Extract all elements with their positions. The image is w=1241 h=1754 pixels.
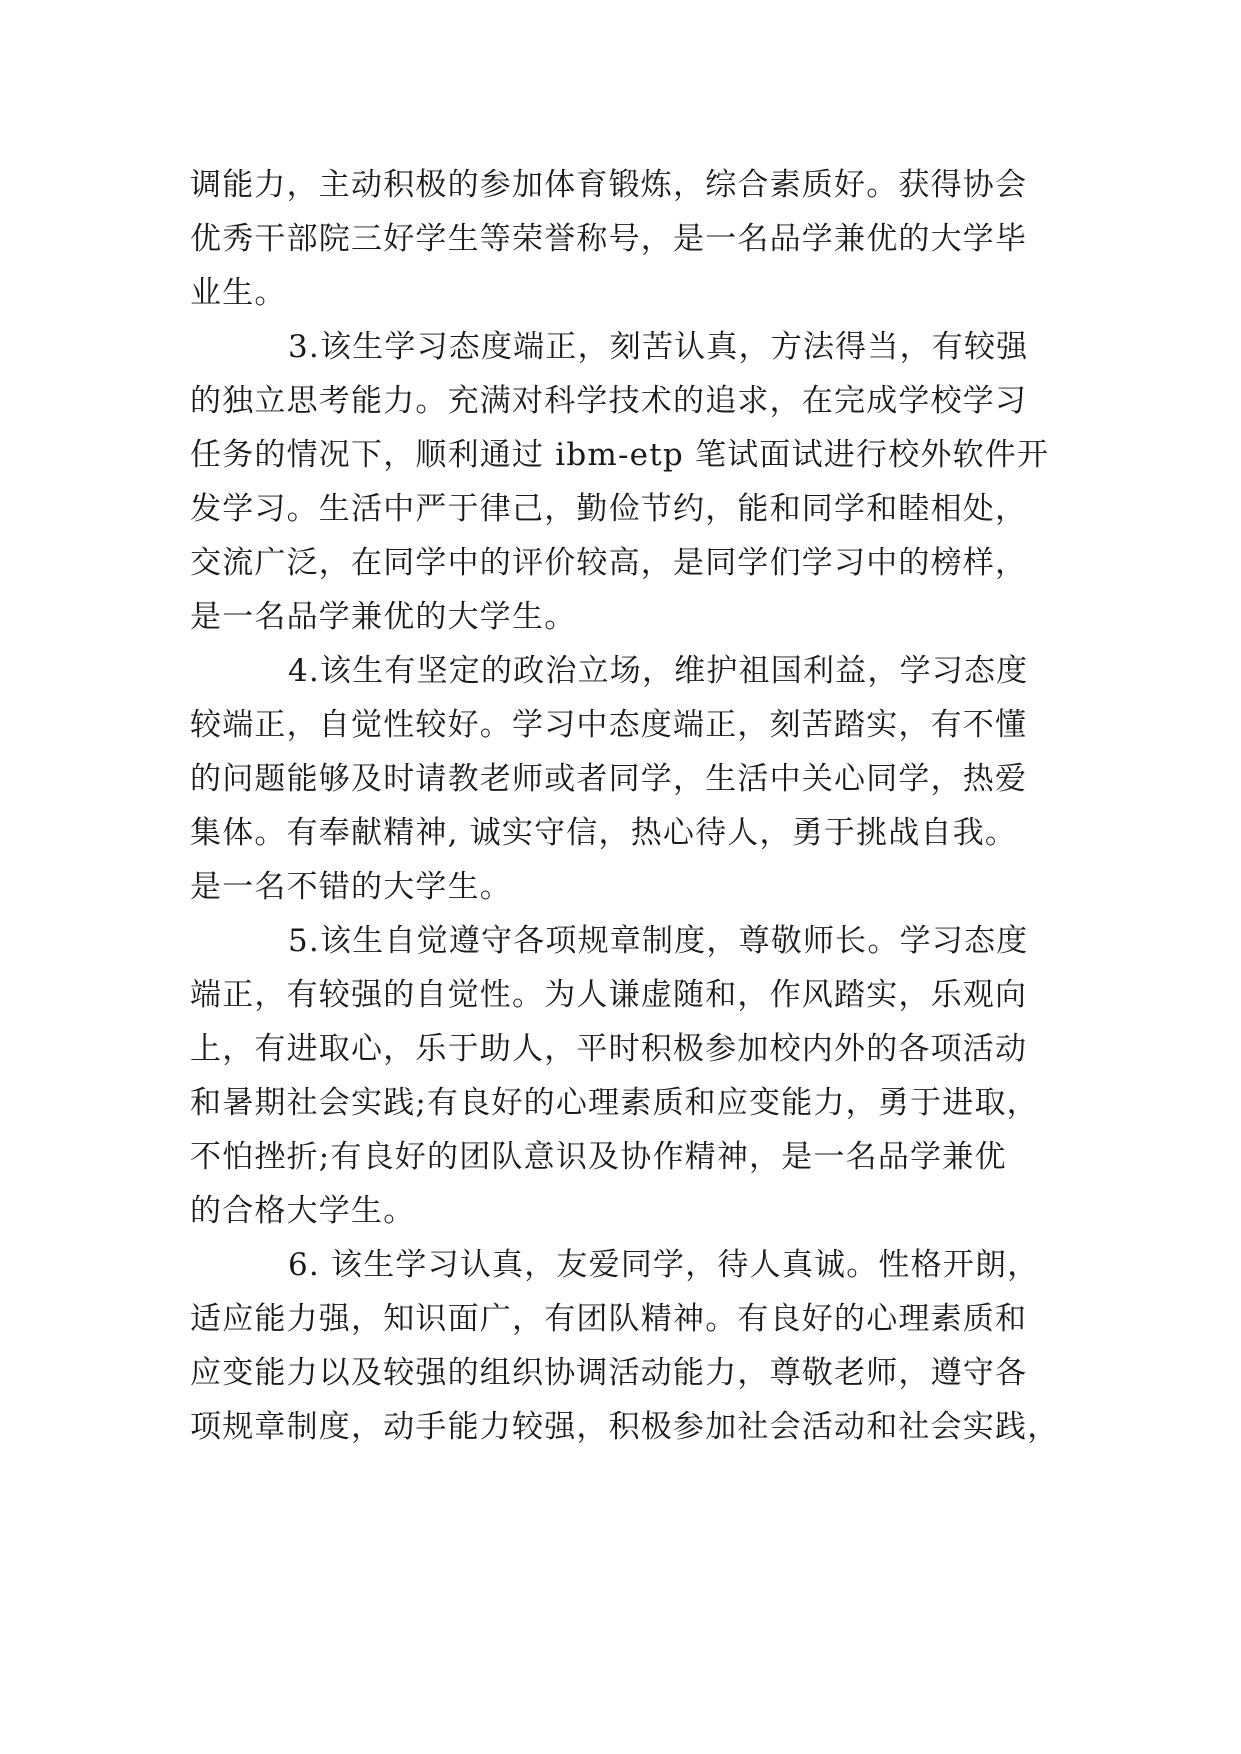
text-line: 适应能力强，知识面广，有团队精神。有良好的心理素质和: [190, 1301, 1028, 1337]
paragraph-3: [190, 320, 1060, 644]
text-line: 的独立思考能力。充满对科学技术的追求，在完成学校学习: [190, 383, 1028, 419]
text-line: 6. 该生学习认真，友爱同学，待人真诚。性格开朗，: [288, 1247, 1040, 1283]
text-line: 3.该生学习态度端正，刻苦认真，方法得当，有较强: [288, 329, 1029, 365]
text-line: 较端正，自觉性较好。学习中态度端正，刻苦踏实，有不懂: [190, 707, 1028, 743]
text-line: 不怕挫折;有良好的团队意识及协作精神，是一名品学兼优: [190, 1139, 1007, 1175]
text-line: 集体。有奉献精神, 诚实守信，热心待人，勇于挑战自我。: [190, 815, 1018, 851]
text-line: 上，有进取心，乐于助人，平时积极参加校内外的各项活动: [190, 1031, 1028, 1067]
paragraph-5: [190, 914, 1060, 1238]
text-line: 是一名不错的大学生。: [190, 869, 512, 905]
paragraph-4: [190, 644, 1060, 914]
text-line: 是一名品学兼优的大学生。: [190, 599, 577, 635]
text-line: 和暑期社会实践;有良好的心理素质和应变能力，勇于进取，: [190, 1085, 1039, 1121]
text-line: 项规章制度，动手能力较强，积极参加社会活动和社会实践，: [190, 1409, 1060, 1445]
text-line: 的合格大学生。: [190, 1193, 416, 1229]
text-line: 的问题能够及时请教老师或者同学，生活中关心同学，热爱: [190, 761, 1028, 797]
text-line: 优秀干部院三好学生等荣誉称号，是一名品学兼优的大学毕: [190, 221, 1028, 257]
text-line: 交流广泛，在同学中的评价较高，是同学们学习中的榜样，: [190, 545, 1028, 581]
text-line: 5.该生自觉遵守各项规章制度，尊敬师长。学习态度: [288, 923, 1029, 959]
paragraph-continuation: [190, 158, 1060, 320]
paragraph-6: [190, 1238, 1060, 1454]
text-line: 应变能力以及较强的组织协调活动能力，尊敬老师，遵守各: [190, 1355, 1028, 1391]
text-line: 任务的情况下，顺利通过 ibm-etp 笔试面试进行校外软件开: [190, 437, 1050, 473]
text-line: 端正，有较强的自觉性。为人谦虚随和，作风踏实，乐观向: [190, 977, 1028, 1013]
text-line: 发学习。生活中严于律己，勤俭节约，能和同学和睦相处，: [190, 491, 1028, 527]
text-line: 调能力，主动积极的参加体育锻炼，综合素质好。获得协会: [190, 167, 1028, 203]
text-line: 4.该生有坚定的政治立场，维护祖国利益，学习态度: [288, 653, 1029, 689]
text-line: 业生。: [190, 275, 287, 311]
document-body: [190, 158, 1060, 1454]
